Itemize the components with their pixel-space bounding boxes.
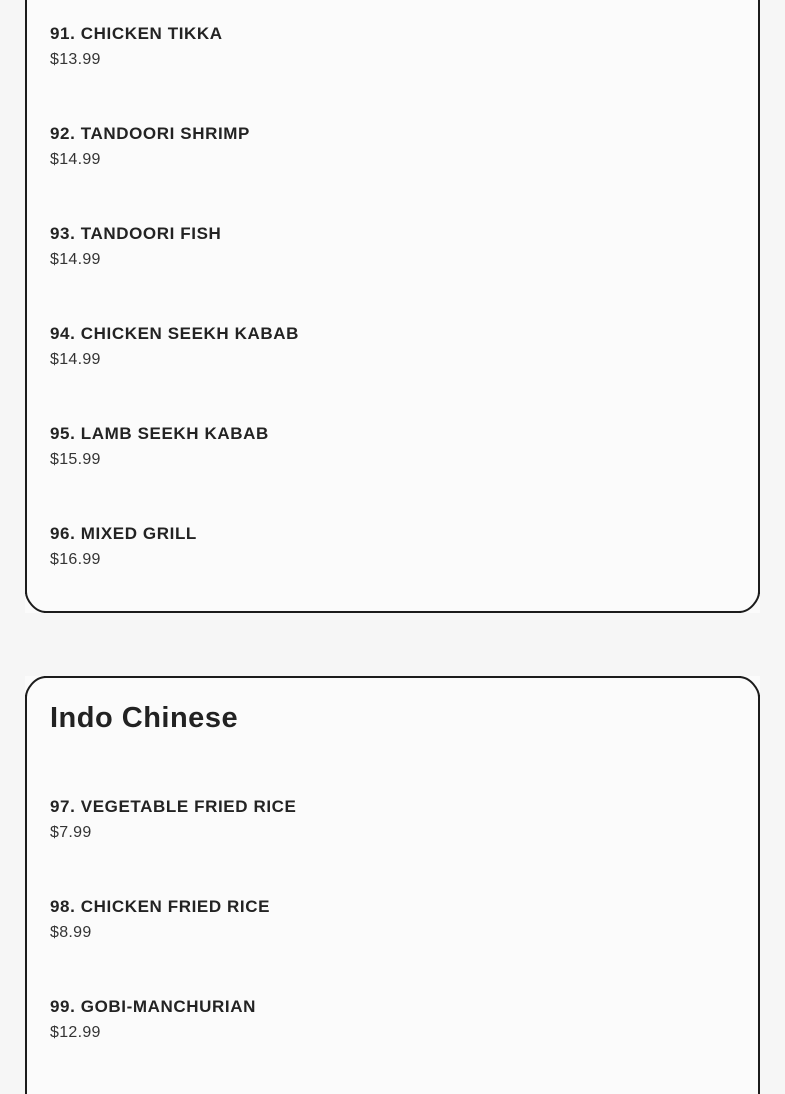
section-title: Indo Chinese [50,702,239,734]
menu-item-price: $14.99 [50,151,101,168]
menu-item-name: 98. CHICKEN FRIED RICE [50,897,271,916]
menu-item-price: $15.99 [50,451,101,468]
menu-section-card-tandoori [25,0,760,613]
card-border-right [758,695,760,1094]
card-corner-top-right [739,676,760,697]
menu-item [50,795,735,845]
card-border-top [44,676,741,678]
menu-item-price: $8.99 [50,924,92,941]
card-border-left [25,0,27,594]
menu-item-price: $13.99 [50,51,101,68]
menu-item-price: $14.99 [50,251,101,268]
menu-section-card-indo-chinese [25,676,760,1094]
card-border-right [758,0,760,594]
menu-item-name: 97. VEGETABLE FRIED RICE [50,797,297,816]
menu-item-price: $7.99 [50,824,92,841]
card-corner-bottom-right [739,592,760,613]
menu-item [50,22,735,72]
menu-item-name: 95. LAMB SEEKH KABAB [50,424,269,443]
menu-item [50,222,735,272]
card-border-bottom [44,611,741,613]
card-border-left [25,695,27,1094]
menu-item [50,322,735,372]
menu-item [50,995,735,1045]
menu-item-name: 94. CHICKEN SEEKH KABAB [50,324,300,343]
menu-item-price: $14.99 [50,351,101,368]
menu-item [50,122,735,172]
menu-item-name: 93. TANDOORI FISH [50,224,222,243]
menu-item-name: 92. TANDOORI SHRIMP [50,124,250,143]
menu-item [50,895,735,945]
menu-item-price: $12.99 [50,1024,101,1041]
menu-item-price: $16.99 [50,551,101,568]
menu-item [50,422,735,472]
menu-item-name: 96. MIXED GRILL [50,524,197,543]
card-corner-top-left [25,676,46,697]
menu-item [50,522,735,572]
menu-item-name: 99. GOBI-MANCHURIAN [50,997,256,1016]
menu-item-name: 91. CHICKEN TIKKA [50,24,223,43]
card-corner-bottom-left [25,592,46,613]
